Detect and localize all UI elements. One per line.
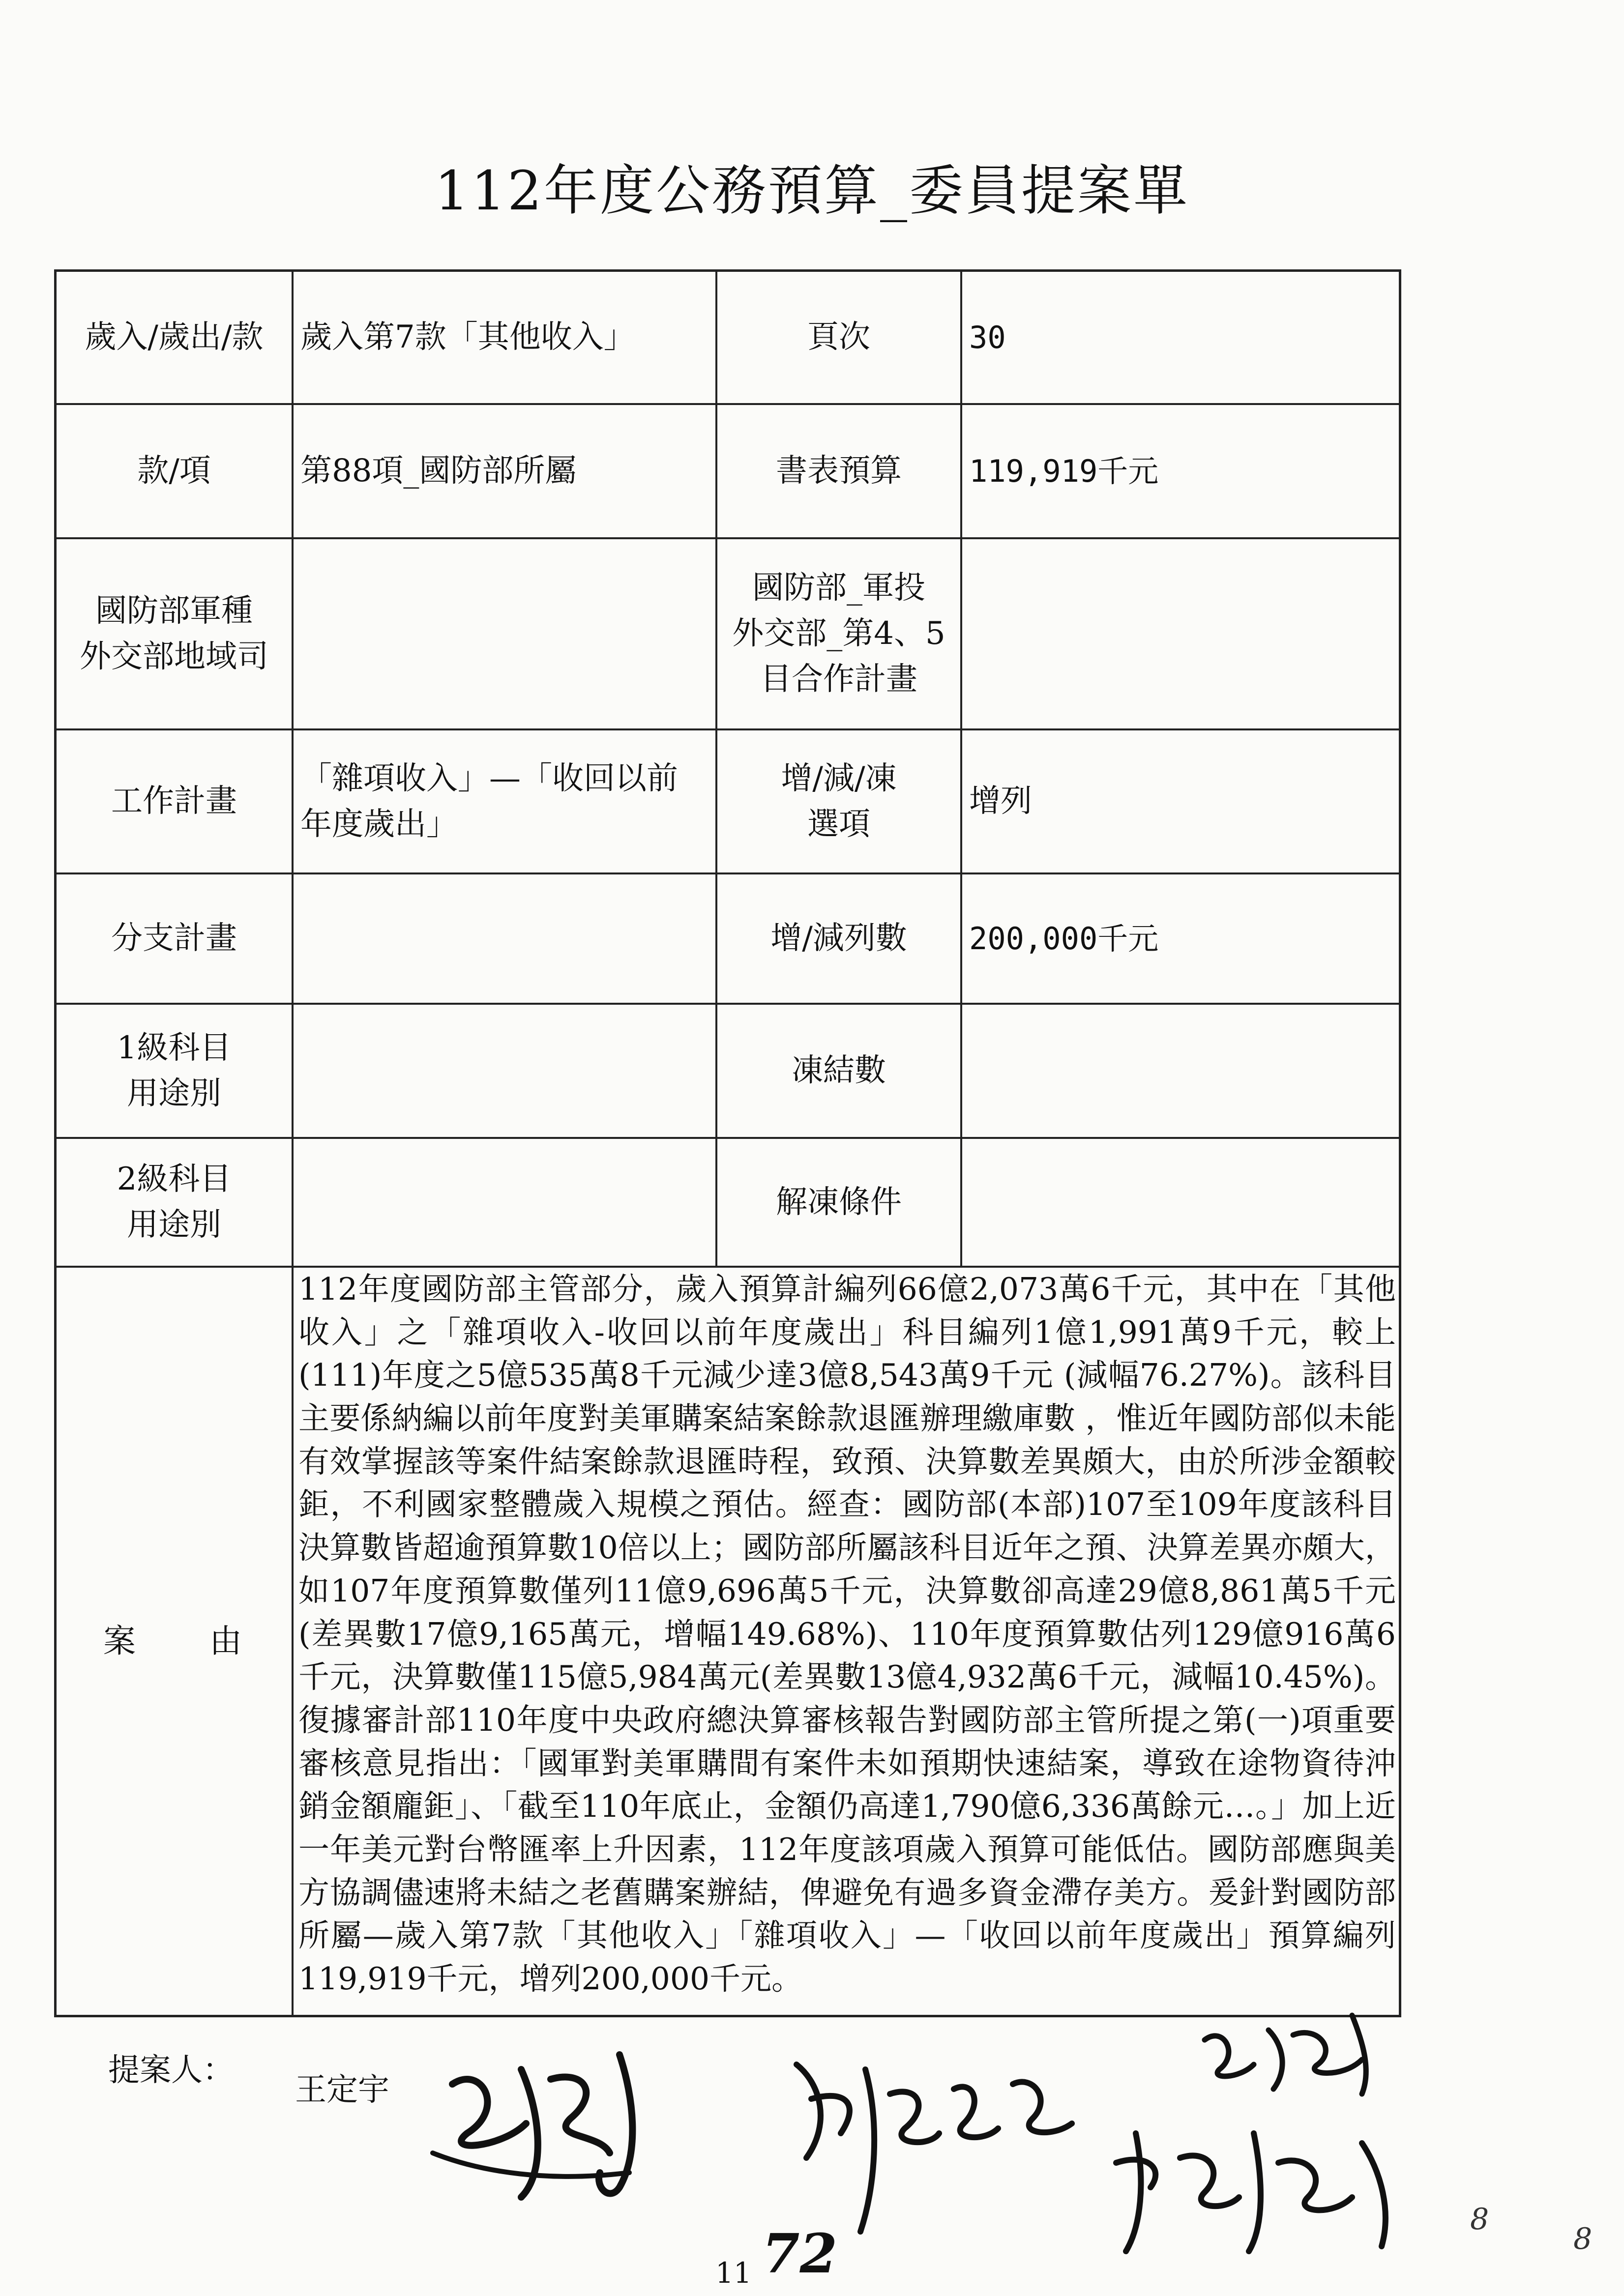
label-work-plan: 工作計畫 (111, 783, 237, 820)
handwritten-number: 72 (762, 2222, 838, 2285)
proposer-name: 王定宇 (295, 2072, 389, 2108)
signature-2 (777, 2025, 1121, 2246)
value-unfreeze-condition (962, 1139, 1399, 1266)
label-budget: 書表預算 (776, 453, 902, 490)
label-branch: 國防部軍種 外交部地域司 (80, 592, 268, 675)
value-frozen-amount (962, 1005, 1399, 1137)
value-level1-subject (294, 1005, 715, 1137)
label-item: 款/項 (137, 453, 211, 490)
label-frozen-amount: 凍結數 (792, 1052, 886, 1089)
value-cooperation-plan (962, 539, 1399, 728)
label-cooperation-plan: 國防部_軍投 外交部_第4、5 目合作計畫 (732, 570, 945, 698)
label-option: 增/減/凍 選項 (781, 760, 897, 843)
label-page: 頁次 (807, 319, 870, 356)
label-category: 歲入/歲出/款 (85, 319, 264, 356)
reason-text: 112年度國防部主管部分，歲入預算計編列66億2,073萬6千元，其中在「其他收入」之「雜項收入-收回以前年度歲出」科目編列1億1,991萬9千元，較上(111)年度之5億535萬8千元減少達3億8,543萬9千元 (減幅76.27%)。該科目主要係納編以前年度對美軍購案結案餘款退匯辦理繳庫數 ，惟近年國防部似未能有效掌握該等案件結案餘款退匯時程，致預、決算數差異頗大，由於所涉金額較鉅，不利國家整體歲入規模之預估。經查：國防部(本部)107至109年度該科目決算數皆超逾預算數10倍以上；國防部所屬該科目近年之預、決算差異亦頗大，如107年度預算數僅列11億9,696萬5千元，決算數卻高達29億8,861萬5千元(差異數17億9,165萬元，增幅149.68%)、110年度預算數估列129億916萬6千元，決算數僅115億5,984萬元(差異數13億4,932萬6千元，減幅10.45%)。復據審計部110年度中央政府總決算審核報告對國防部主管所提之第(一)項重要審核意見指出：「國軍對美軍購間有案件未如預期快速結案，導致在途物資待沖銷金額龐鉅」、「截至110年底止，金額仍高達1,790億6,336萬餘元…。」加上近一年美元對台幣匯率上升因素，112年度該項歲入預算可能低估。國防部應與美方協調儘速將未結之老舊購案辦結，俾避免有過多資金滯存美方。爰針對國防部所屬—歲入第7款「其他收入」「雜項收入」—「收回以前年度歲出」預算編列119,919千元，增列200,000千元。 (298, 1271, 1396, 1997)
label-unfreeze-condition: 解凍條件 (776, 1184, 902, 1221)
label-change-amount: 增/減列數 (770, 920, 907, 957)
value-page: 30 (969, 319, 1006, 355)
proposal-form (54, 269, 1401, 2017)
label-level2-subject: 2級科目 用途別 (117, 1161, 232, 1243)
label-sub-plan: 分支計畫 (111, 920, 237, 957)
signature-4 (1106, 2104, 1421, 2261)
corner-mark: 8 (1573, 2222, 1593, 2256)
corner-mark: 8 (1470, 2202, 1489, 2237)
value-change-amount: 200,000千元 (969, 920, 1159, 957)
signature-3 (1195, 1996, 1401, 2104)
value-work-plan: 「雜項收入」—「收回以前年度歲出」 (300, 760, 678, 843)
value-item: 第88項_國防部所屬 (300, 453, 577, 490)
page-number: 11 (715, 2256, 752, 2290)
signature-1 (423, 2025, 698, 2212)
proposer-label: 提案人： (108, 2052, 234, 2089)
page-title: 112年度公務預算_委員提案單 (435, 159, 1189, 222)
label-level1-subject: 1級科目 用途別 (117, 1029, 232, 1112)
value-level2-subject (294, 1139, 715, 1266)
value-option: 增列 (969, 783, 1032, 820)
value-budget: 119,919千元 (969, 453, 1159, 489)
label-reason: 案 由 (103, 1622, 245, 1660)
value-category: 歲入第7款「其他收入」 (300, 319, 635, 356)
value-sub-plan (294, 874, 715, 1003)
value-branch (294, 539, 715, 728)
